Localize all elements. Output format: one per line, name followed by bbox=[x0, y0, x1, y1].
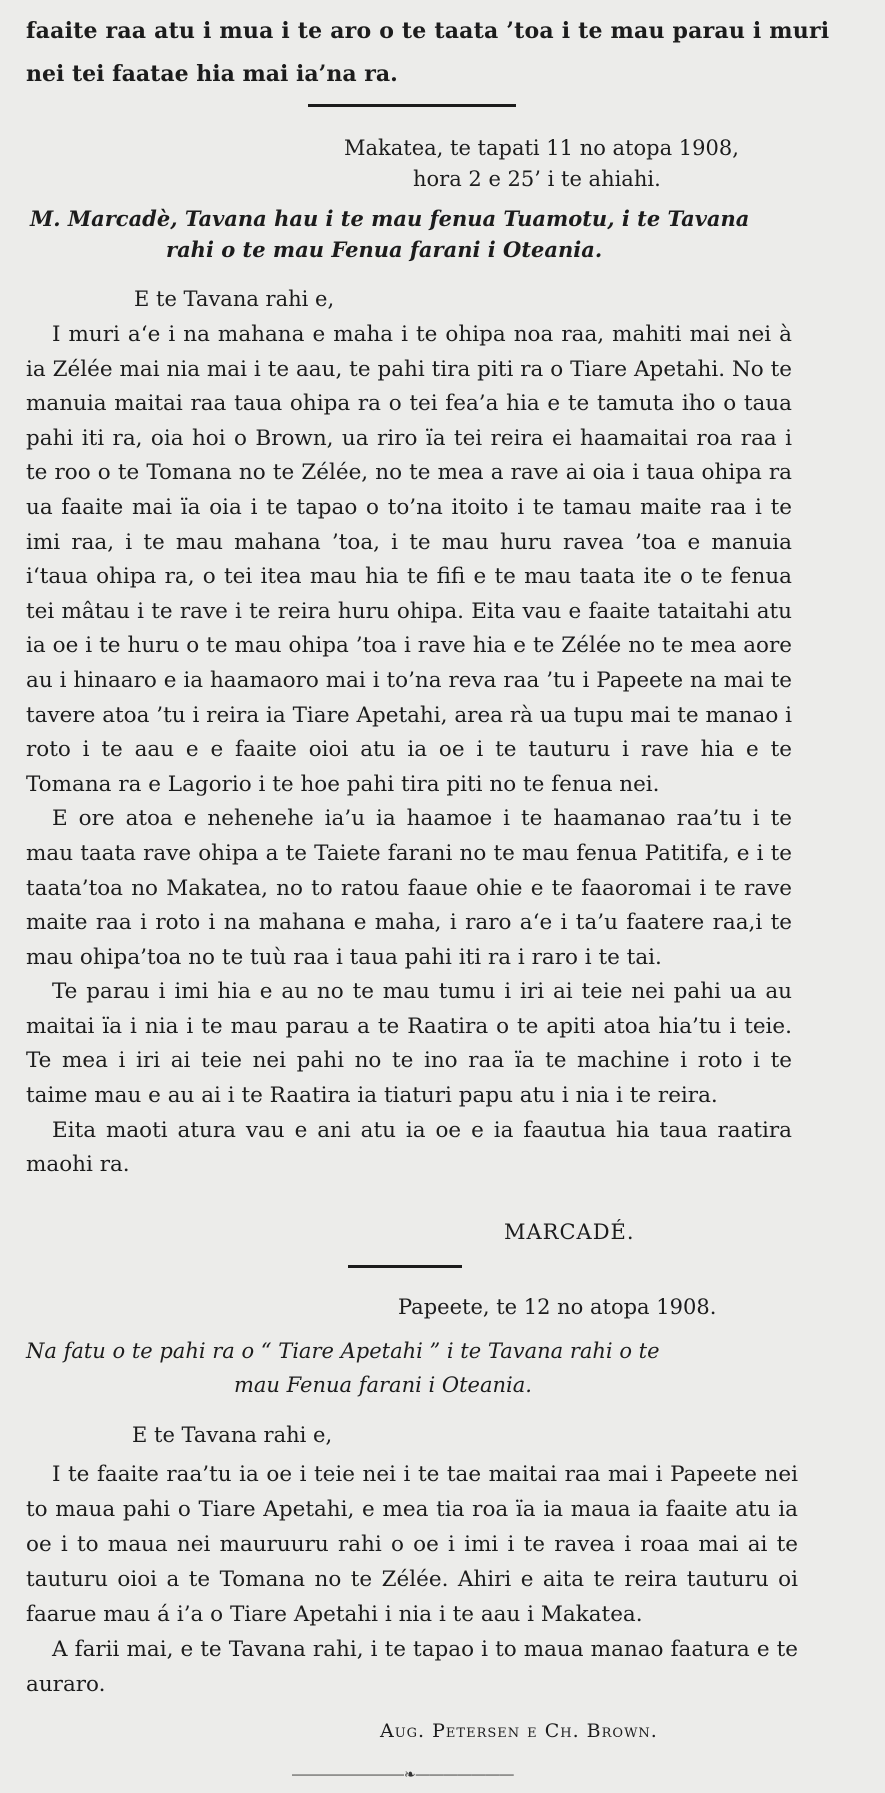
intro-line-2: nei tei faatae hia mai ia’na ra. bbox=[26, 61, 398, 87]
letter2-body bbox=[26, 1457, 798, 1702]
letter1-body bbox=[26, 318, 792, 1183]
letter1-addressee-line2: rahi o te mau Fenua farani i Oteania. bbox=[166, 237, 603, 262]
section-divider-1 bbox=[308, 104, 516, 107]
letter1-place-date-line1: Makatea, te tapati 11 no atopa 1908, bbox=[344, 136, 739, 160]
letter2-place-date: Papeete, te 12 no atopa 1908. bbox=[398, 1295, 717, 1319]
letter2-paragraph-1: I te faaite raa’tu ia oe i teie nei i te tae maitai raa mai i Papeete nei to maua pahi o Tiare Apetahi, e mea tia roa ïa ia maua ia faaite atu ia oe i to maua nei mauruuru rahi o oe i imi i te ravea i roaa mai ai te tauturu oioi a te Tomana no te Zélée. Ahiri e aita te reira tauturu oi faarue mau á i’a o Tiare Apetahi i nia i te aau i Makatea. bbox=[26, 1462, 798, 1627]
letter2-paragraph-2: A farii mai, e te Tavana rahi, i te tapao i to maua manao faatura e te auraro. bbox=[26, 1637, 798, 1697]
letter1-paragraph-2: E ore atoa e nehenehe ia’u ia haamoe i te haamanao raa’tu i te mau taata rave ohipa a te Taiete farani no te mau fenua Patitifa, e i te taata’toa no Makatea, no to ratou faaue ohie e te faaoromai i te rave maite raa i roto i na mahana e maha, i raro a‘e i ta’u faatere raa,i te mau ohipa’toa no te tuù raa i taua pahi iti ra i raro i te tai. bbox=[26, 806, 792, 970]
letter2-heading-line2: mau Fenua farani i Oteania. bbox=[234, 1373, 532, 1397]
ornamental-divider: ――――――――❧――――――― bbox=[292, 1767, 514, 1783]
letter1-paragraph-3: Te parau i imi hia e au no te mau tumu i iri ai teie nei pahi ua au maitai ïa i nia i te mau parau a te Raatira o te apiti atoa hia’tu i teie. Te mea i iri ai teie nei pahi no te ino raa ïa te machine i roto i te taime mau e au ai i te Raatira ia tiaturi papu atu i nia i te reira. bbox=[26, 979, 792, 1109]
letter1-paragraph-4: Eita maoti atura vau e ani atu ia oe e ia faautua hia taua raatira maohi ra. bbox=[26, 1117, 792, 1178]
letter1-place-date-line2: hora 2 e 25’ i te ahiahi. bbox=[413, 167, 661, 191]
letter1-signature: MARCADÉ. bbox=[504, 1220, 635, 1244]
intro-line-1: faaite raa atu i mua i te aro o te taata ’toa i te mau parau i muri bbox=[26, 18, 830, 44]
letter2-signature: Aug. Petersen e Ch. Brown. bbox=[380, 1720, 658, 1742]
letter1-salutation: E te Tavana rahi e, bbox=[134, 287, 335, 311]
letter2-salutation: E te Tavana rahi e, bbox=[132, 1423, 333, 1447]
letter2-heading-line1: Na fatu o te pahi ra o “ Tiare Apetahi ” i te Tavana rahi o te bbox=[26, 1339, 660, 1363]
letter1-paragraph-1: I muri a‘e i na mahana e maha i te ohipa noa raa, mahiti mai nei à ia Zélée mai nia mai i te aau, te pahi tira piti ra o Tiare Apetahi. No te manuia maitai raa taua ohipa ra o tei fea’a hia e te tamuta iho o taua pahi iti ra, oia hoi o Brown, ua riro ïa tei reira ei haamaitai roa raa i te roo o te Tomana no te Zélée, no te mea a rave ai oia i taua ohipa ra ua faaite mai ïa oia i te tapao o to’na itoito i te tamau maite raa i te imi raa, i te mau mahana ’toa, i te mau huru ravea ’toa e manuia i‘taua ohipa ra, o tei itea mau hia te fifi e te mau taata ite o te fenua tei mâtau i te rave i te reira huru ohipa. Eita vau e faaite tataitahi atu ia oe i te huru o te mau ohipa ’toa i rave hia e te Zélée no te mea aore au i hinaaro e ia haamaoro mai i to’na reva raa ’tu i Papeete na mai te tavere atoa ’tu i reira ia Tiare Apetahi, area rà ua tupu mai te manao i roto i te aau e e faaite oioi atu ia oe i te tauturu i rave hia e te Tomana ra e Lagorio i te hoe pahi tira piti no te fenua nei. bbox=[26, 322, 792, 797]
section-divider-2 bbox=[348, 1265, 462, 1268]
letter1-addressee-line1: M. Marcadè, Tavana hau i te mau fenua Tuamotu, i te Tavana bbox=[30, 206, 750, 231]
